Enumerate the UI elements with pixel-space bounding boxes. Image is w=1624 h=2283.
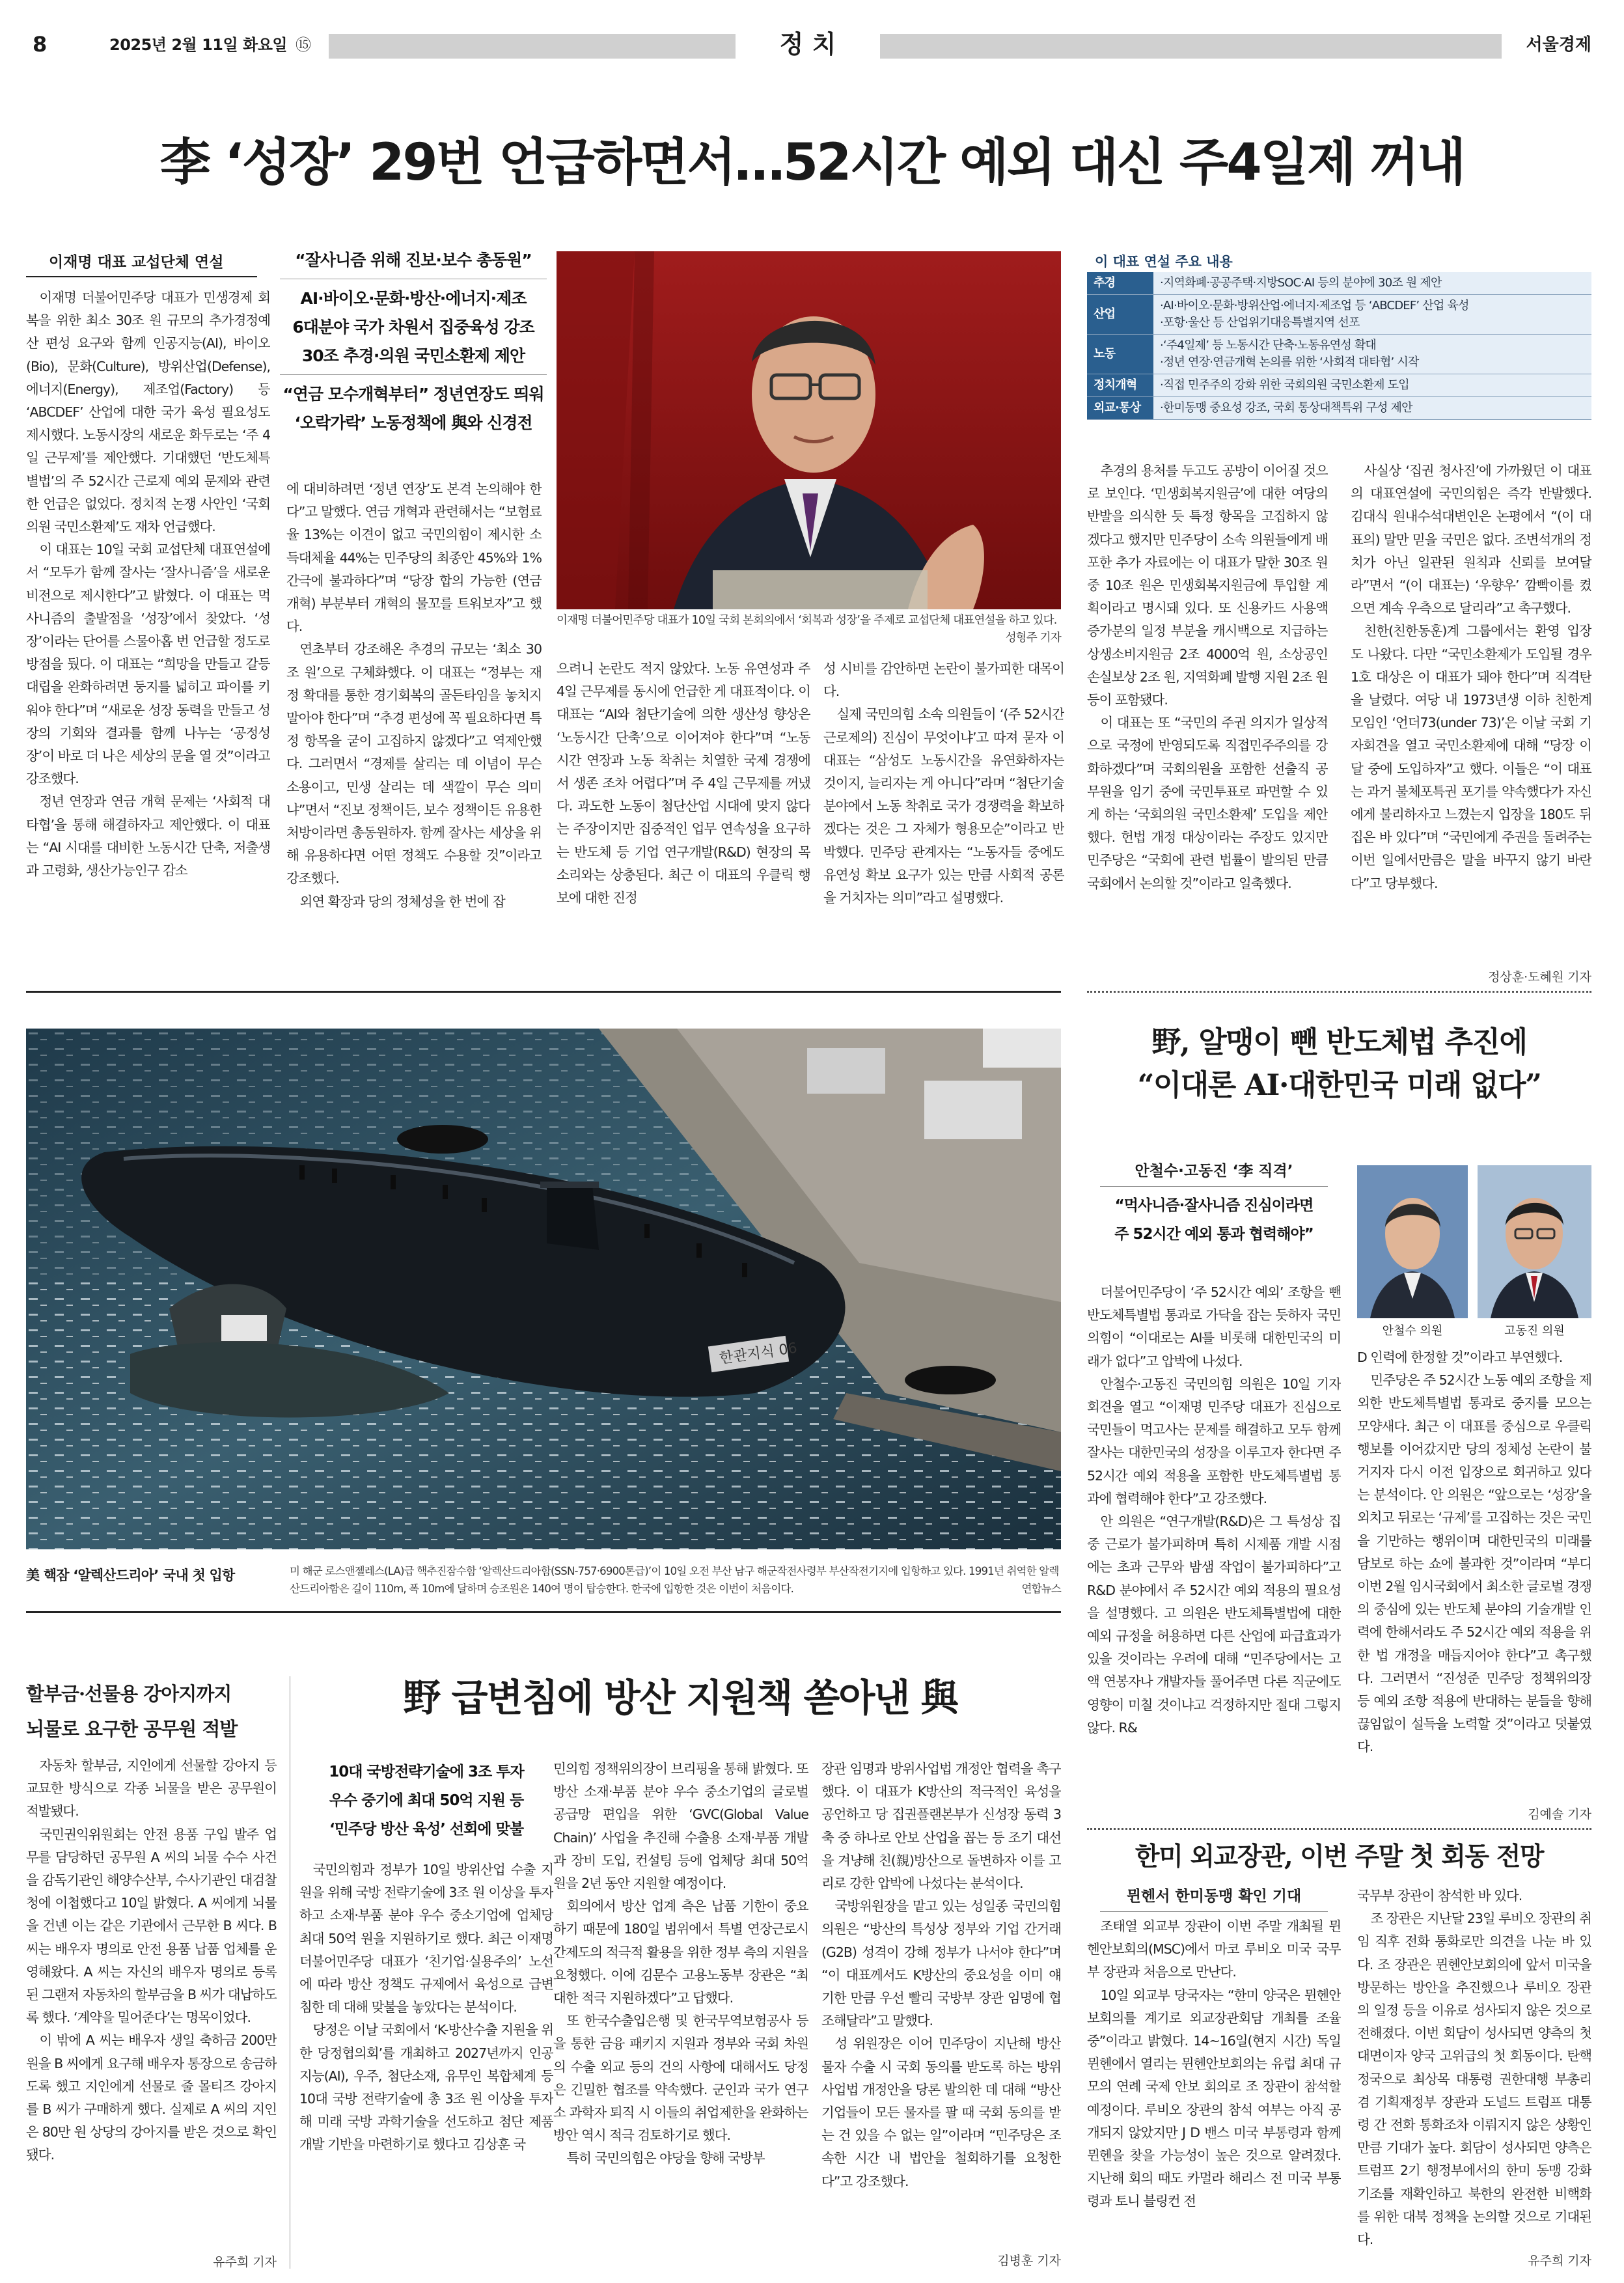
article2-subheads xyxy=(1087,1191,1341,1249)
article5-col3 xyxy=(821,1758,1061,2247)
submarine-illustration xyxy=(26,1029,1061,1549)
article5-col1 xyxy=(299,1859,553,2269)
table-cell-category: 노동 xyxy=(1087,335,1153,374)
politician-photo-1-caption: 안철수 의원 xyxy=(1382,1324,1443,1338)
paragraph: 으려니 논란도 적지 않았다. 노동 유연성과 주 4일 근무제를 동시에 언급한 게 대표적이다. 이 대표는 “AI와 첨단기술에 의한 생산성 향상은 ‘노동시간 단축’으로 이어져야 한다”며 “노동시간 연장과 노동 착취는 치열한 국제 경쟁에서 생존 조차 어렵다”며 주 4일 근무제를 꺼냈다. 과도한 노동이 첨단산업 시대에 맞지 않다는 주장이지만 집중적인 업무 연속성을 요구하는 반도체 등 기업 연구개발(R&D) 현장의 목소리와는 상충된다. 최근 이 대표의 우클릭 행보에 대한 진정 xyxy=(557,661,810,906)
table-cell-value xyxy=(1153,335,1591,374)
header-bar-left xyxy=(329,34,736,59)
table-row xyxy=(1087,295,1591,335)
section-divider-dotted xyxy=(1087,991,1591,993)
paragraph: D 인력에 한정할 것”이라고 부연했다. xyxy=(1357,1349,1563,1365)
paragraph: 국민권익위원회는 안전 용품 구입 발주 업무를 담당하던 공무원 A 씨의 뇌물 수수 사건을 감독기관인 해양수산부, 수사기관인 대검찰청에 이첩했다고 10일 밝혔다. A 씨에게 뇌물을 건넨 이는 같은 기관에서 근무한 B 씨다. B 씨는 배우자 명의로 안전 용품 납품 업체를 운영해왔다. A 씨는 자신의 배우자 명의로 등록된 그랜저 자동차의 할부금을 B 씨가 대납하도록 했다. ‘계약을 밀어준다’는 명목이었다. xyxy=(26,1826,277,2026)
hull-sign-text: 한관지식 06 xyxy=(718,1340,799,1368)
politician-photo-2 xyxy=(1478,1165,1591,1318)
table-row xyxy=(1087,335,1591,374)
table-cell-value: ·직접 민주주의 강화 위한 국회의원 국민소환제 도입 xyxy=(1153,374,1591,397)
paragraph: 또 한국수출입은행 및 한국무역보험공사 등을 통한 금융 패키지 지원과 정부와 국회 차원의 수출 외교 등의 건의 사항에 대해서도 당정은 긴밀한 협조를 약속했다. 군인과 국가 연구소 과학자 퇴직 시 이들의 취업제한을 완화하는 방안 역시 적극 검토하기로 했다. xyxy=(553,2013,808,2144)
paragraph: 이재명 더불어민주당 대표가 민생경제 회복을 위한 최소 30조 원 규모의 추가경정예산 편성 요구와 함께 인공지능(AI), 바이오(Bio), 문화(Culture), 방위산업(Defense), 에너지(Energy), 제조업(Factory) 등 ‘ABCDEF’ 산업에 대한 국가 육성 필요성도 제시했다. 노동시장의 새로운 화두로는 ‘주 4일 근무제’를 제안했다. 기대했던 ‘반도체특별법’의 주 52시간 근로제 예외 문제와 관련한 언급은 없었다. 정치적 논쟁 사안인 ‘국회의원 국민소환제’도 재차 언급했다. xyxy=(26,290,270,535)
submarine-photo-caption xyxy=(290,1562,1061,1598)
subhead-line: “먹사니즘·잘사니즘 진심이라면 xyxy=(1114,1197,1314,1214)
article3-headline: 한미 외교장관, 이번 주말 첫 회동 전망 xyxy=(1135,1842,1544,1872)
headline-line: 野, 알맹이 뺀 반도체법 추진에 xyxy=(1151,1025,1527,1059)
paragraph: 자동차 할부금, 지인에게 선물할 강아지 등 교묘한 방식으로 각종 뇌물을 받은 공무원이 적발됐다. xyxy=(26,1758,277,1819)
article1-col3 xyxy=(557,657,810,989)
article3-byline: 유주희 기자 xyxy=(1528,2254,1591,2268)
article1-col1 xyxy=(26,286,270,989)
table-item: ·‘주4일제’ 등 노동시간 단축·노동유연성 확대 xyxy=(1160,339,1377,352)
article2-headline xyxy=(1087,1021,1591,1107)
article5-subheads xyxy=(299,1758,553,1844)
table-cell-value: ·한미동맹 중요성 강조, 국회 통상대책특위 구성 제안 xyxy=(1153,397,1591,420)
article5-headline: 野 급변침에 방산 지원책 쏟아낸 與 xyxy=(403,1676,957,1720)
paragraph: 이 대표는 10일 국회 교섭단체 대표연설에서 “모두가 함께 잘사는 ‘잘사니즘’을 새로운 비전으로 제시한다”고 밝혔다. 이 대표는 먹사니즘의 출발점을 ‘성장’에서 찾았다. ‘성장’이라는 단어를 스물아홉 번 언급할 정도로 방점을 뒀다. 이 대표는 “희망을 만들고 갈등 대립을 완화하려면 둥지를 넓히고 파이를 키워야 한다”며 “새로운 성장 동력을 만들고 성장의 기회와 결과를 함께 나누는 ‘공정성장’이 바로 더 나은 세상의 문을 열 것”이라고 강조했다. xyxy=(26,542,270,787)
subhead-line: ‘민주당 방산 육성’ 선회에 맞불 xyxy=(329,1821,524,1838)
table-cell-value xyxy=(1153,295,1591,335)
paragraph: 조 장관은 지난달 23일 루비오 장관의 취임 직후 전화 통화로만 의견을 나눈 바 있다. 조 장관은 뮌헨안보회의에 앞서 미국을 방문하는 방안을 추진했으나 루비오 장관의 일정 등을 이유로 성사되지 않은 것으로 전해졌다. 이번 회담이 성사되면 양측의 첫 대면이자 양국 고위급의 첫 회동이다. 탄핵 정국으로 최상목 대통령 권한대행 부총리 겸 기획재정부 장관과 도널드 트럼프 대통령 간 전화 통화조차 이뤄지지 않은 상황인 만큼 기대가 높다. 회담이 성사되면 양측은 트럼프 2기 행정부에서의 한미 동맹 강화 기조를 재확인하고 북한의 완전한 비핵화를 위한 대북 정책을 논의할 것으로 기대된다. xyxy=(1357,1911,1591,2248)
subhead-line: 6대분야 국가 차원서 집중육성 강조 xyxy=(292,318,534,337)
article1-kicker: 이재명 대표 교섭단체 연설 xyxy=(49,254,224,271)
article1-headline: 李 ‘성장’ 29번 언급하면서…52시간 예외 대신 주4일제 꺼내 xyxy=(159,133,1465,192)
subhead-line: ‘오락가락’ 노동정책에 與와 신경전 xyxy=(294,413,532,432)
paragraph: 이 밖에 A 씨는 배우자 생일 축하금 200만 원을 B 씨에게 요구해 배우자 통장으로 송금하도록 했고 지인에게 선물로 줄 몰티즈 강아지를 B 씨가 구매하게 했다. 실제로 A 씨의 지인은 80만 원 상당의 강아지를 받은 것으로 확인됐다. xyxy=(26,2032,277,2163)
table-cell-category: 외교·통상 xyxy=(1087,397,1153,420)
paragraph: 친한(친한동훈)계 그룹에서는 환영 입장도 나왔다. 다만 “국민소환제가 도입될 경우 1호 대상은 이 대표가 돼야 한다”며 직격탄을 날렸다. 여당 내 1973년생 이하 친한계 모임인 ‘언더73(under 73)’은 이날 국회 기자회견을 열고 국민소환제에 대해 “당장 이달 중에 도입하자”고 했다. 이들은 “이 대표는 과거 불체포특권 포기를 약속했다가 자신에게 불리하자고 느꼈는지 입장을 180도 뒤집은 바 있다”며 “국민에게 주권을 돌려주는 이번 일에서만큼은 말을 바꾸지 않기 바란다”고 당부했다. xyxy=(1351,623,1591,891)
paragraph: 사실상 ‘집권 청사진’에 가까웠던 이 대표의 대표연설에 국민의힘은 즉각 반발했다. 김대식 원내수석대변인은 논평에서 “(이 대표의) 말만 믿을 국민은 없다. 조변석개의 정치가 아닌 일관된 원칙과 신뢰를 보여달라”면서 “(이 대표는) ‘우향우’ 깜빡이를 켰으면 계속 우측으로 달리라”고 촉구했다. xyxy=(1351,463,1591,616)
header-bar-right xyxy=(880,34,1502,59)
submarine-photo-title: 美 핵잠 ‘알렉산드리아’ 국내 첫 입항 xyxy=(26,1568,235,1583)
photo-credit: 연합뉴스 xyxy=(1021,1583,1061,1595)
paragraph: 민주당은 주 52시간 노동 예외 조항을 제외한 반도체특별법 통과로 중지를 모으는 모양새다. 최근 이 대표를 중심으로 우클릭 행보를 이어갔지만 당의 정체성 논란이 불거지자 다시 이전 입장으로 회귀하고 있다는 분석이다. 안 의원은 “앞으로는 ‘성장’을 외치고 뒤로는 ‘규제’를 고집하는 것은 국민을 기만하는 행위이며 대한민국의 미래를 담보로 하는 쇼에 불과한 것”이라며 “부디 이번 2월 임시국회에서 최소한 글로벌 경쟁의 중심에 있는 반도체 분야의 기술개발 인력에 한해서라도 주 52시간 예외 적용을 위한 법 개정을 매듭지어야 한다”고 촉구했다. 그러면서 “진성준 민주당 정책위의장 등 예외 조항 적용에 반대하는 분들을 향해 끊임없이 설득을 노력할 것”이라고 덧붙였다. xyxy=(1357,1372,1591,1755)
paragraph: 국민의힘과 정부가 10일 방위산업 수출 지원을 위해 국방 전략기술에 3조 원 이상을 투자하고 소재·부품 분야 우수 중소기업에 업체당 최대 50억 원을 지원하기로 했다. 최근 이재명 더불어민주당 대표가 ‘친기업·실용주의’ 노선에 따라 방산 정책도 규제에서 육성으로 급변침한 데 대해 맞불을 놓았다는 분석이다. xyxy=(299,1862,553,2015)
paragraph: 민의힘 정책위의장이 브리핑을 통해 밝혔다. 또 방산 소재·부품 분야 우수 중소기업의 글로벌 공급망 편입을 위한 ‘GVC(Global Value Chain)’ 사업을 추진해 수출용 소재·부품 개발과 장비 도입, 컨설팅 등에 업체당 최대 50억 원을 2년 동안 지원할 예정이다. xyxy=(553,1761,808,1892)
politician-photo-1 xyxy=(1357,1165,1468,1318)
paragraph: 조태열 외교부 장관이 이번 주말 개최될 뮌헨안보회의(MSC)에서 마코 루비오 미국 국무부 장관과 처음으로 만난다. xyxy=(1087,1918,1341,1980)
section-divider xyxy=(26,991,1061,993)
table-row xyxy=(1087,374,1591,397)
article3-kicker: 뮌헨서 한미동맹 확인 기대 xyxy=(1126,1888,1302,1905)
table-cell-value: ·지역화폐·공공주택·지방SOC·AI 등의 분야에 30조 원 제안 xyxy=(1153,272,1591,295)
headline-line: 뇌물로 요구한 공무원 적발 xyxy=(26,1718,238,1740)
section-divider-dotted xyxy=(1087,1828,1591,1830)
paragraph: 성 위원장은 이어 민주당이 지난해 방산 물자 수출 시 국회 동의를 받도록 하는 방위사업법 개정안을 당론 발의한 데 대해 “방산 기업들이 모든 물자를 팔 때 국회 동의를 받는 건 있을 수 없는 일”이라며 “민주당은 조속한 시간 내 법안을 철회하기를 요청한다”고 강조했다. xyxy=(821,2036,1061,2189)
article4-byline: 유주희 기자 xyxy=(213,2255,277,2269)
summary-table-title: 이 대표 연설 주요 내용 xyxy=(1095,254,1233,270)
article1-col4 xyxy=(823,657,1064,989)
subhead-line: “연금 모수개혁부터” 정년연장도 띄워 xyxy=(282,385,544,404)
photo-divider xyxy=(26,1611,1061,1613)
subhead-line: “잘사니즘 위해 진보·보수 총동원” xyxy=(280,246,547,279)
edition-mark: ⑮ xyxy=(296,36,311,54)
kicker-underline xyxy=(1100,1911,1328,1912)
article4-col1 xyxy=(26,1754,277,2249)
speaker-illustration xyxy=(557,251,1061,609)
paragraph: 추경의 용처를 두고도 공방이 이어질 것으로 보인다. ‘민생회복지원금’에 대한 여당의 반발을 의식한 듯 특정 항목을 고집하지 않겠다고 했지만 민주당이 소속 의원들에게 배포한 추가 자료에는 이 대표가 말한 30조 원 중 10조 원은 민생회복지원금에 투입할 계획이라고 명시돼 있다. 또 신용카드 사용액 증가분의 일정 부분을 캐시백으로 지급하는 상생소비지원금 2조 4000억 원, 소상공인 손실보상 2조 원, 지역화폐 발행 지원 2조 원 등이 포함됐다. xyxy=(1087,463,1328,708)
summary-table xyxy=(1087,251,1591,420)
kicker-underline xyxy=(1100,1186,1328,1187)
paragraph: 안철수·고동진 국민의힘 의원은 10일 기자회견을 열고 “이재명 민주당 대표가 진심으로 국민들이 먹고사는 문제를 해결하고 모두 함께 잘사는 대한민국의 성장을 이루고자 한다면 주 52시간 예외 적용을 포함한 반도체특별법 통과에 협력해야 한다”고 강조했다. xyxy=(1087,1376,1341,1506)
submarine-photo xyxy=(26,1029,1061,1549)
subhead-line: 10대 국방전략기술에 3조 투자 xyxy=(329,1764,524,1780)
paragraph: 10일 외교부 당국자는 “한미 양국은 뮌헨안보회의를 계기로 외교장관회담 개최를 조율 중”이라고 밝혔다. 14~16일(현지 시간) 독일 뮌헨에서 열리는 뮌헨안보회의는 유럽 최대 규모의 연례 국제 안보 회의로 조 장관이 참석할 예정이다. 루비오 장관의 참석 여부는 아직 공개되지 않았지만 J D 밴스 미국 부통령과 함께 뮌헨을 찾을 가능성이 높은 것으로 알려졌다. 지난해 회의 때도 카멀라 해리스 전 미국 부통령과 토니 블링컨 전 xyxy=(1087,1987,1341,2209)
paragraph: 연초부터 강조해온 추경의 규모는 ‘최소 30조 원’으로 구체화했다. 이 대표는 “정부는 재정 확대를 통한 경기회복의 골든타임을 놓치지 말아야 한다”며 “추경 편성에 꼭 필요하다면 특정 항목을 굳이 고집하지 않겠다”고 역제안했다. 그러면서 “경제를 살리는 데 이념이 무슨 소용이고, 민생 살리는 데 색깔이 무슨 의미냐”면서 “진보 정책이든, 보수 정책이든 유용한 처방이라면 총동원하자. 함께 잘사는 세상을 위해 유용하다면 어떤 정책도 수용할 것”이라고 강조했다. xyxy=(286,641,542,887)
table-row xyxy=(1087,397,1591,420)
paragraph: 실제 국민의힘 소속 의원들이 ‘(주 52시간 근로제의) 진심이 무엇이냐’고 따져 묻자 이 대표는 “삼성도 노동시간을 유연화하자는 것이지, 늘리자는 게 아니다”라며 “첨단기술 분야에서 노동 착취로 국가 경쟁력을 확보하겠다는 것은 그 자체가 형용모순”이라고 반박했다. 민주당 관계자는 “노동자들 중에도 유연성 확보 요구가 있는 만큼 사회적 공론을 거치자는 의미”라고 설명했다. xyxy=(823,706,1064,906)
paragraph: 성 시비를 감안하면 논란이 불가피한 대목이다. xyxy=(823,661,1064,700)
table-item: ·포항·울산 등 산업위기대응특별지역 선포 xyxy=(1160,316,1360,329)
article1-col2 xyxy=(286,478,542,989)
article1-col6 xyxy=(1351,460,1591,967)
article5-byline: 김병훈 기자 xyxy=(997,2254,1061,2268)
article1-col5 xyxy=(1087,460,1328,989)
article2-col2 xyxy=(1357,1346,1591,1802)
article2-col1 xyxy=(1087,1281,1341,1828)
politician-photo-2-caption: 고동진 의원 xyxy=(1504,1324,1565,1338)
subhead-line: 주 52시간 예외 통과 협력해야” xyxy=(1114,1226,1314,1243)
paragraph: 더불어민주당이 ‘주 52시간 예외’ 조항을 뺀 반도체특별법 통과로 가닥을 잡는 듯하자 국민의힘이 “이대로는 AI를 비롯해 대한민국의 미래가 없다”고 압박에 나섰다. xyxy=(1087,1284,1341,1369)
paragraph: 외연 확장과 당의 정체성을 한 번에 잡 xyxy=(299,893,505,909)
paragraph: 정년 연장과 연금 개혁 문제는 ‘사회적 대타협’을 통해 해결하자고 제안했다. 이 대표는 “AI 시대를 대비한 노동시간 단축, 저출생과 고령화, 생산가능인구 감소 xyxy=(26,794,270,879)
paragraph: 안 의원은 “연구개발(R&D)은 그 특성상 집중 근로가 불가피하며 특히 시제품 개발 시점에는 초과 근무와 밤샘 작업이 불가피하다”고 R&D 분야에서 주 52시간 예외 적용의 필요성을 설명했다. 고 의원은 반도체특별법에 대한 예외 규정을 허용하면 다른 산업에 파급효과가 있을 것이라는 우려에 대해 “민주당에서는 고액 연봉자나 개발자들 풀어주면 다른 직군에도 영향이 미칠 것이냐고 걱정하지만 절대 그렇지 않다. R& xyxy=(1087,1514,1341,1736)
paragraph: 국방위원장을 맡고 있는 성일종 국민의힘 의원은 “방산의 특성상 정부와 기업 간거래(G2B) 성격이 강해 정부가 나서야 한다”며 “이 대표께서도 K방산의 중요성을 이미 얘기한 만큼 우선 빨리 국방부 장관 임명에 협조해달라”고 말했다. xyxy=(821,1898,1061,2029)
speaker-photo-caption xyxy=(557,612,1061,647)
article4-headline xyxy=(26,1676,286,1747)
table-item: ·AI·바이오·문화·방위산업·에너지·제조업 등 ‘ABCDEF’ 산업 육성 xyxy=(1160,299,1469,312)
photo-credit: 성형주 기자 xyxy=(1005,631,1061,644)
paragraph: 국무부 장관이 참석한 바 있다. xyxy=(1357,1888,1522,1903)
article1-byline: 정상훈·도혜원 기자 xyxy=(1488,970,1591,984)
portrait-illustration xyxy=(1357,1165,1468,1318)
table-row xyxy=(1087,272,1591,295)
issue-date: 2025년 2월 11일 화요일 xyxy=(109,36,288,54)
article3-col1 xyxy=(1087,1915,1341,2267)
page-number: 8 xyxy=(33,32,48,57)
paragraph: 이 대표는 또 “국민의 주권 의지가 일상적으로 국정에 반영되도록 직접민주주의를 강화하겠다”며 국회의원을 포함한 선출직 공무원을 임기 중에 국민투표로 파면할 수 있게 하는 ‘국회의원 국민소환제’ 도입을 제안했다. 헌법 개정 대상이라는 주장도 있지만 민주당은 “국회에 관련 법률이 발의된 만큼 국회에서 논의할 것”이라고 일축했다. xyxy=(1087,715,1328,891)
article2-byline: 김예솔 기자 xyxy=(1528,1807,1591,1821)
article2-kicker: 안철수·고동진 ‘李 직격’ xyxy=(1135,1163,1293,1180)
article1-subheads xyxy=(280,246,547,437)
paragraph: 당정은 이날 국회에서 ‘K-방산수출 지원을 위한 당정협의회’를 개최하고 2027년까지 인공지능(AI), 우주, 첨단소재, 유무인 복합체계 등 10대 국방 전략기술에 총 3조 원 이상을 투자해 미래 국방 과학기술을 선도하고 첨단 제품 개발 기반을 마련하기로 했다고 김상훈 국 xyxy=(299,2022,553,2153)
paper-name: 서울경제 xyxy=(1526,35,1591,55)
paragraph: 특히 국민의힘은 야당을 향해 국방부 xyxy=(566,2150,765,2166)
paragraph: 회의에서 방산 업계 측은 납품 기한이 중요하기 때문에 180일 범위에서 특별 연장근로시간제도의 적극적 활용을 위한 정부 측의 지원을 요청했다. 이에 김문수 고용노동부 장관은 “최대한 적극 지원하겠다”고 답했다. xyxy=(553,1898,808,2006)
subhead-line: AI·바이오·문화·방산·에너지·제조 xyxy=(300,289,527,308)
article5-col2 xyxy=(553,1758,808,2272)
headline-line: 할부금·선물용 강아지까지 xyxy=(26,1683,232,1705)
summary-table-grid xyxy=(1087,272,1591,420)
table-cell-category: 정치개혁 xyxy=(1087,374,1153,397)
paragraph: 장관 임명과 방위사업법 개정안 협력을 촉구했다. 이 대표가 K방산의 적극적인 육성을 공언하고 당 집권플랜본부가 신성장 동력 3축 중 하나로 안보 산업을 꼽는 등 조기 대선을 겨냥해 친(親)방산으로 돌변하자 이를 고리로 강한 압박에 나섰다는 분석이다. xyxy=(821,1761,1061,1892)
headline-line: “이대론 AI·대한민국 미래 없다” xyxy=(1137,1068,1541,1102)
caption-text: 이재명 더불어민주당 대표가 10일 국회 본회의에서 ‘회복과 성장’을 주제로 교섭단체 대표연설을 하고 있다. xyxy=(557,614,1057,627)
speaker-photo xyxy=(557,251,1061,609)
kicker-underline xyxy=(26,276,257,277)
table-cell-category: 추경 xyxy=(1087,272,1153,295)
section-title: 정 치 xyxy=(779,30,836,59)
table-cell-category: 산업 xyxy=(1087,295,1153,335)
subhead-line: 30조 추경·의원 국민소환제 제안 xyxy=(280,342,547,375)
caption-text: 미 해군 로스앤젤레스(LA)급 핵추진잠수함 ‘알렉산드리아함(SSN-757·6900톤급)’이 10일 오전 부산 남구 해군작전사령부 부산작전기지에 입항하고 있다. 1991년 취역한 알렉산드리아함은 길이 110m, 폭 10m에 달하며 승조원은 140여 명이 탑승한다. 한국에 입항한 것은 이번이 처음이다. xyxy=(290,1565,1059,1595)
paragraph: 에 대비하려면 ‘정년 연장’도 본격 논의해야 한다”고 말했다. 연금 개혁과 관련해서는 “보험료율 13%는 이견이 없고 국민의힘이 제시한 소득대체율 44%는 민주당의 최종안 45%와 1% 간극에 불과하다”며 “당장 합의 가능한 (연금 개혁) 부분부터 개혁의 물꼬를 트워보자”고 했다. xyxy=(286,481,542,635)
subhead-line: 우수 중기에 최대 50억 지원 등 xyxy=(329,1792,524,1809)
portrait-illustration xyxy=(1478,1165,1591,1318)
masthead xyxy=(0,0,1624,65)
article3-col2 xyxy=(1357,1885,1591,2262)
table-item: ·정년 연장·연금개혁 논의를 위한 ‘사회적 대타협’ 시작 xyxy=(1160,355,1419,369)
